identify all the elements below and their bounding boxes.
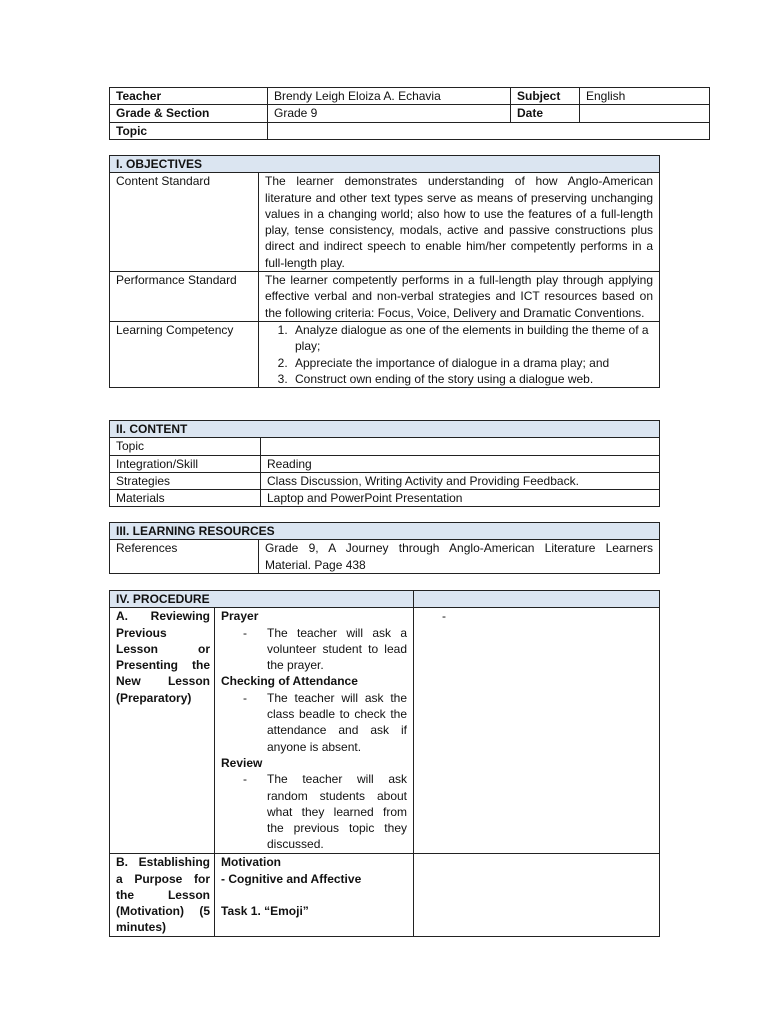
procedure-b-activities	[215, 854, 414, 936]
teacher-value: Brendy Leigh Eloiza A. Echavia	[268, 88, 511, 105]
procedure-title: IV. PROCEDURE	[110, 591, 414, 608]
date-value	[580, 105, 710, 122]
grade-value: Grade 9	[268, 105, 511, 122]
content-row-label: Strategies	[110, 472, 261, 489]
content-row-value: Class Discussion, Writing Activity and Providing Feedback.	[261, 472, 660, 489]
subject-value: English	[580, 88, 710, 105]
competency-item: 3. Construct own ending of the story using a dialogue web.	[291, 371, 653, 387]
grade-label: Grade & Section	[110, 105, 268, 122]
performance-standard-text: The learner competently performs in a full-length play through applying effective verbal and non-verbal strategies and ICT resources based on the following criteria: Focus, Voice, Delivery and Dramatic Conventions.	[259, 272, 660, 322]
teacher-label: Teacher	[110, 88, 268, 105]
date-label: Date	[511, 105, 580, 122]
content-row-value: Reading	[261, 455, 660, 472]
content-row-value: Laptop and PowerPoint Presentation	[261, 490, 660, 507]
procedure-table	[109, 590, 660, 937]
content-row-label: Materials	[110, 490, 261, 507]
content-row-value	[261, 438, 660, 455]
content-title: II. CONTENT	[110, 421, 660, 438]
procedure-b-label: B. Establishing a Purpose for the Lesson (Motivation) (5 minutes)	[110, 854, 215, 936]
attendance-heading: Checking of Attendance	[221, 674, 358, 689]
learning-competency-label: Learning Competency	[110, 321, 259, 387]
objectives-table	[109, 155, 660, 388]
procedure-a-right: -	[414, 608, 660, 854]
header-table	[109, 87, 710, 140]
content-standard-text: The learner demonstrates understanding of how Anglo-American literature and other text types serve as means of preserving unchanging values in a changing world; also how to use the features of a full-length play, tense consistency, modals, active and passive constructions plus direct and indirect speech to enable him/her competently performs in a full-length play.	[259, 173, 660, 272]
objectives-title: I. OBJECTIVES	[110, 156, 660, 173]
resources-title: III. LEARNING RESOURCES	[110, 523, 660, 540]
procedure-header-blank	[414, 591, 660, 608]
content-table	[109, 420, 660, 507]
motivation-heading: Motivation	[221, 855, 281, 870]
content-standard-label: Content Standard	[110, 173, 259, 272]
cognitive-heading: - Cognitive and Affective	[221, 871, 362, 886]
content-row-label: Topic	[110, 438, 261, 455]
subject-label: Subject	[511, 88, 580, 105]
competency-item: 2. Appreciate the importance of dialogue in a drama play; and	[291, 355, 653, 371]
attendance-item: - The teacher will ask the class beadle to check the attendance and ask if anyone is absent.	[221, 690, 407, 755]
performance-standard-label: Performance Standard	[110, 272, 259, 322]
procedure-b-right	[414, 854, 660, 936]
prayer-item: - The teacher will ask a volunteer student to lead the prayer.	[221, 625, 407, 674]
content-row-label: Integration/Skill	[110, 455, 261, 472]
resources-table	[109, 522, 660, 574]
review-heading: Review	[221, 755, 263, 770]
learning-competency-list	[259, 321, 660, 387]
procedure-a-activities	[215, 608, 414, 854]
topic-label: Topic	[110, 122, 268, 139]
procedure-a-label: A. Reviewing Previous Lesson or Presenting the New Lesson (Preparatory)	[110, 608, 215, 854]
review-item: - The teacher will ask random students about what they learned from the previous topic they discussed.	[221, 771, 407, 852]
references-label: References	[110, 540, 259, 574]
topic-value	[268, 122, 710, 139]
task-heading: Task 1. “Emoji”	[221, 903, 309, 918]
competency-item: 1. Analyze dialogue as one of the elements in building the theme of a play;	[291, 322, 653, 355]
prayer-heading: Prayer	[221, 609, 259, 624]
references-text: Grade 9, A Journey through Anglo-American Literature Learners Material. Page 438	[259, 540, 660, 574]
